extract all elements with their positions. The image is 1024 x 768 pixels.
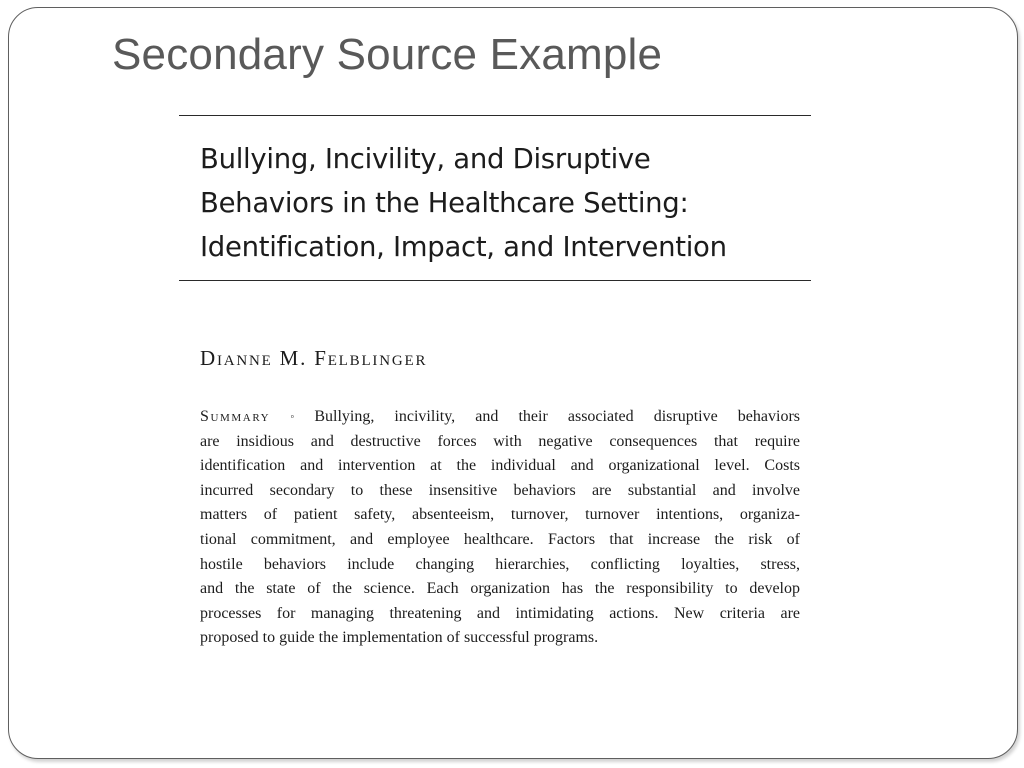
summary-line: proposed to guide the implementation of successful programs. xyxy=(200,629,599,647)
summary-line: are insidious and destructive forces with negative consequences that require xyxy=(200,432,800,450)
article-excerpt-image xyxy=(179,113,811,663)
article-title-line: Identification, Impact, and Intervention xyxy=(200,231,727,263)
article-title-line: Bullying, Incivility, and Disruptive xyxy=(200,143,651,175)
summary-line: tional commitment, and employee healthcare. Factors that increase the risk of xyxy=(200,530,800,548)
top-rule xyxy=(179,115,811,116)
bottom-rule xyxy=(179,280,811,281)
article-summary xyxy=(200,405,800,651)
article-title-line: Behaviors in the Healthcare Setting: xyxy=(200,187,689,219)
summary-label: Summary xyxy=(200,408,271,425)
summary-line: incurred secondary to these insensitive behaviors are substantial and involve xyxy=(200,481,800,499)
summary-separator: ◦ xyxy=(274,411,311,423)
article-author: Dianne M. Felblinger xyxy=(200,346,428,370)
slide-title: Secondary Source Example xyxy=(112,30,663,79)
summary-line xyxy=(200,405,800,430)
summary-line: processes for managing threatening and intimidating actions. New criteria are xyxy=(200,604,800,622)
summary-line: and the state of the science. Each organization has the responsibility to develop xyxy=(200,580,800,598)
summary-line-text: Bullying, incivility, and their associated disruptive behaviors xyxy=(314,408,800,425)
slide xyxy=(8,7,1018,759)
summary-line: hostile behaviors include changing hierarchies, conflicting loyalties, stress, xyxy=(200,555,800,573)
summary-line: matters of patient safety, absenteeism, turnover, turnover intentions, organiza- xyxy=(200,506,800,524)
summary-line: identification and intervention at the individual and organizational level. Costs xyxy=(200,457,800,475)
article-title xyxy=(200,137,800,269)
